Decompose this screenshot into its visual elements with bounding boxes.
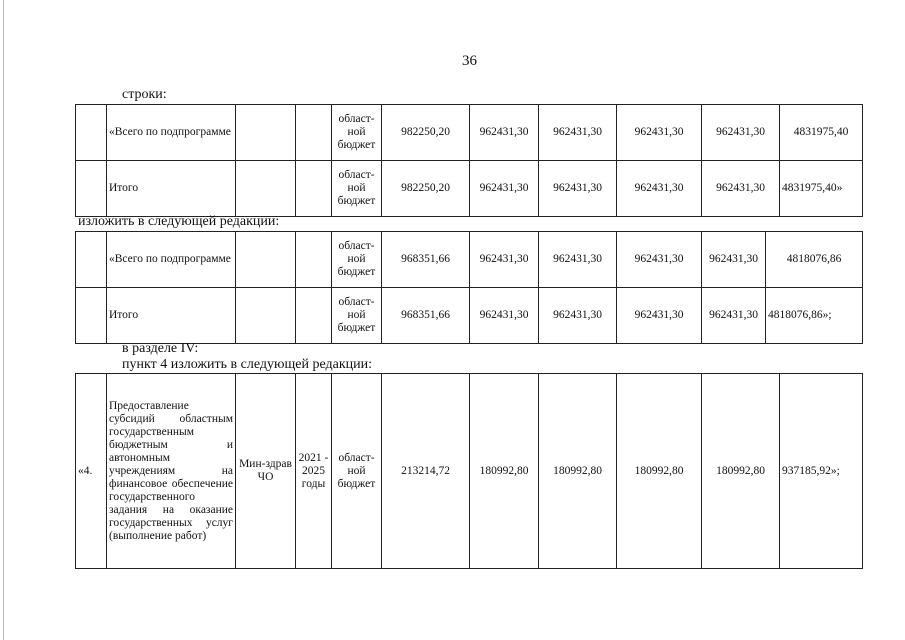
value-cell: 962431,30 bbox=[702, 232, 766, 288]
value-cell: 180992,80 bbox=[617, 374, 702, 569]
value-cell: 962431,30 bbox=[470, 288, 539, 344]
text-rows-label: строки: bbox=[122, 87, 167, 102]
row-term bbox=[296, 232, 332, 288]
total-cell: 4831975,40 bbox=[780, 105, 863, 161]
page-edge-line bbox=[3, 0, 4, 640]
value-cell: 962431,30 bbox=[702, 161, 780, 217]
value-cell: 962431,30 bbox=[470, 105, 539, 161]
value-cell: 982250,20 bbox=[382, 161, 470, 217]
table-row bbox=[76, 232, 863, 288]
row-source: област-ной бюджет bbox=[332, 161, 382, 217]
row-term bbox=[296, 105, 332, 161]
row-executor bbox=[236, 232, 296, 288]
row-source: област-ной бюджет bbox=[332, 105, 382, 161]
row-executor bbox=[236, 288, 296, 344]
value-cell: 180992,80 bbox=[470, 374, 539, 569]
value-cell: 962431,30 bbox=[539, 105, 617, 161]
row-term: 2021 - 2025 годы bbox=[296, 374, 332, 569]
value-cell: 982250,20 bbox=[382, 105, 470, 161]
value-cell: 968351,66 bbox=[382, 232, 470, 288]
row-name: Итого bbox=[107, 288, 236, 344]
value-cell: 962431,30 bbox=[539, 232, 617, 288]
value-cell: 180992,80 bbox=[539, 374, 617, 569]
value-cell: 962431,30 bbox=[539, 288, 617, 344]
total-cell: 4818076,86»; bbox=[766, 288, 863, 344]
table-row bbox=[76, 374, 863, 569]
value-cell: 962431,30 bbox=[702, 288, 766, 344]
value-cell: 962431,30 bbox=[470, 232, 539, 288]
table-row bbox=[76, 105, 863, 161]
row-executor: Мин-здрав ЧО bbox=[236, 374, 296, 569]
row-name: «Всего по подпрограмме bbox=[107, 232, 236, 288]
value-cell: 962431,30 bbox=[617, 288, 702, 344]
row-source: област-ной бюджет bbox=[332, 374, 382, 569]
total-cell: 937185,92»; bbox=[780, 374, 863, 569]
total-cell: 4831975,40» bbox=[780, 161, 863, 217]
row-executor bbox=[236, 161, 296, 217]
value-cell: 962431,30 bbox=[539, 161, 617, 217]
row-name: «Всего по подпрограмме bbox=[107, 105, 236, 161]
row-term bbox=[296, 288, 332, 344]
row-name: Предоставление субсидий областным государственным бюджетным и автономным учреждениям на финансовое обеспечение государственного задания на оказание государственных услуг (выполнение работ) bbox=[107, 374, 236, 569]
value-cell: 962431,30 bbox=[702, 105, 780, 161]
old-rows-table bbox=[75, 104, 863, 217]
row-number bbox=[76, 232, 107, 288]
row-number bbox=[76, 161, 107, 217]
value-cell: 962431,30 bbox=[617, 105, 702, 161]
page-number: 36 bbox=[462, 53, 477, 69]
row-number bbox=[76, 288, 107, 344]
row-number bbox=[76, 105, 107, 161]
row-source: област-ной бюджет bbox=[332, 288, 382, 344]
total-cell: 4818076,86 bbox=[766, 232, 863, 288]
new-rows-table bbox=[75, 231, 863, 344]
text-section: в разделе IV: bbox=[122, 341, 199, 356]
value-cell: 962431,30 bbox=[470, 161, 539, 217]
value-cell: 180992,80 bbox=[702, 374, 780, 569]
row-executor bbox=[236, 105, 296, 161]
row-name: Итого bbox=[107, 161, 236, 217]
value-cell: 213214,72 bbox=[382, 374, 470, 569]
table-row bbox=[76, 161, 863, 217]
value-cell: 968351,66 bbox=[382, 288, 470, 344]
text-new-edition: изложить в следующей редакции: bbox=[78, 214, 280, 229]
point4-table bbox=[75, 373, 863, 569]
value-cell: 962431,30 bbox=[617, 161, 702, 217]
text-point: пункт 4 изложить в следующей редакции: bbox=[122, 357, 372, 372]
row-term bbox=[296, 161, 332, 217]
row-number: «4. bbox=[76, 374, 107, 569]
row-source: област-ной бюджет bbox=[332, 232, 382, 288]
value-cell: 962431,30 bbox=[617, 232, 702, 288]
table-row bbox=[76, 288, 863, 344]
